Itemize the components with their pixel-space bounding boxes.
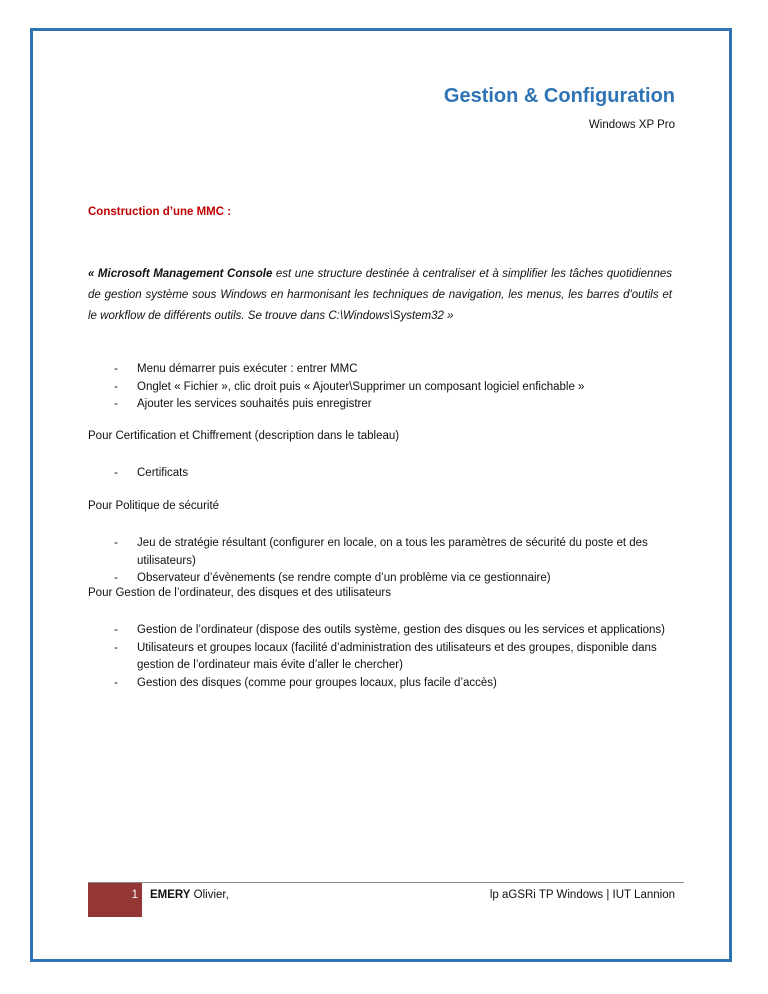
list-dash: - — [114, 380, 118, 393]
list-dash: - — [114, 537, 118, 549]
management-list — [88, 622, 672, 692]
list-item — [88, 535, 672, 570]
list-item-text: Certificats — [137, 467, 189, 479]
author-first-name: Olivier, — [190, 889, 229, 901]
footer-author — [150, 889, 229, 901]
cert-list — [88, 465, 672, 483]
list-dash: - — [114, 624, 118, 636]
cert-heading: Pour Certification et Chiffrement (description dans le tableau) — [88, 430, 400, 442]
list-item — [88, 465, 672, 483]
list-item-text: Gestion de l’ordinateur (dispose des outils système, gestion des disques ou les services et applications) — [137, 624, 666, 636]
list-dash: - — [114, 398, 118, 410]
document-title: Gestion & Configuration — [443, 85, 675, 107]
list-dash: - — [114, 572, 118, 584]
list-item-text: Onglet « Fichier », clic droit puis « Ajouter\Supprimer un composant logiciel enfichable » — [137, 380, 585, 393]
management-heading: Pour Gestion de l’ordinateur, des disques et des utilisateurs — [88, 587, 392, 599]
security-heading: Pour Politique de sécurité — [88, 500, 220, 512]
list-item — [88, 396, 672, 414]
list-item — [88, 640, 672, 675]
footer-course-info: lp aGSRi TP Windows | IUT Lannion — [489, 889, 675, 901]
list-item-text: Menu démarrer puis exécuter : entrer MMC — [137, 363, 358, 375]
section-heading: Construction d’une MMC : — [88, 206, 232, 218]
author-last-name: EMERY — [150, 889, 191, 901]
list-dash: - — [114, 467, 118, 479]
list-item — [88, 675, 672, 693]
steps-list — [88, 361, 672, 414]
list-dash: - — [114, 676, 118, 689]
list-item-text: Utilisateurs et groupes locaux (facilité d’administration des utilisateurs et des groupes, disponible dans gestion de l’ordinateur mais évite d’aller le chercher) — [137, 641, 657, 671]
page-border — [30, 28, 732, 962]
list-item-text: Gestion des disques (comme pour groupes locaux, plus facile d’accès) — [137, 676, 497, 689]
document-subtitle: Windows XP Pro — [588, 119, 675, 131]
quote-open: « — [88, 268, 98, 280]
list-item-text: Observateur d’évènements (se rendre compte d’un problème via ce gestionnaire) — [137, 572, 551, 584]
list-item-text: Ajouter les services souhaités puis enregistrer — [137, 398, 372, 410]
list-item — [88, 570, 672, 588]
list-item — [88, 361, 672, 379]
list-item — [88, 379, 672, 397]
list-item-text: Jeu de stratégie résultant (configurer en locale, on a tous les paramètres de sécurité du poste et des utilisateurs) — [137, 537, 648, 567]
quote-bold-term: Microsoft Management Console — [97, 268, 273, 280]
footer-divider — [88, 882, 684, 883]
security-list — [88, 535, 672, 588]
mmc-definition-quote — [88, 264, 672, 327]
list-dash: - — [114, 363, 118, 375]
list-dash: - — [114, 641, 118, 654]
list-item — [88, 622, 672, 640]
page-number: 1 — [131, 889, 138, 901]
quote-body: est une structure destinée à centraliser et à simplifier les tâches quotidiennes de gestion système sous Windows en harmonisant les techniques de navigation, les menus, les barres d'outils et le workflow de différents outils. Se trouve dans C:\Windows\System32 » — [88, 268, 672, 322]
